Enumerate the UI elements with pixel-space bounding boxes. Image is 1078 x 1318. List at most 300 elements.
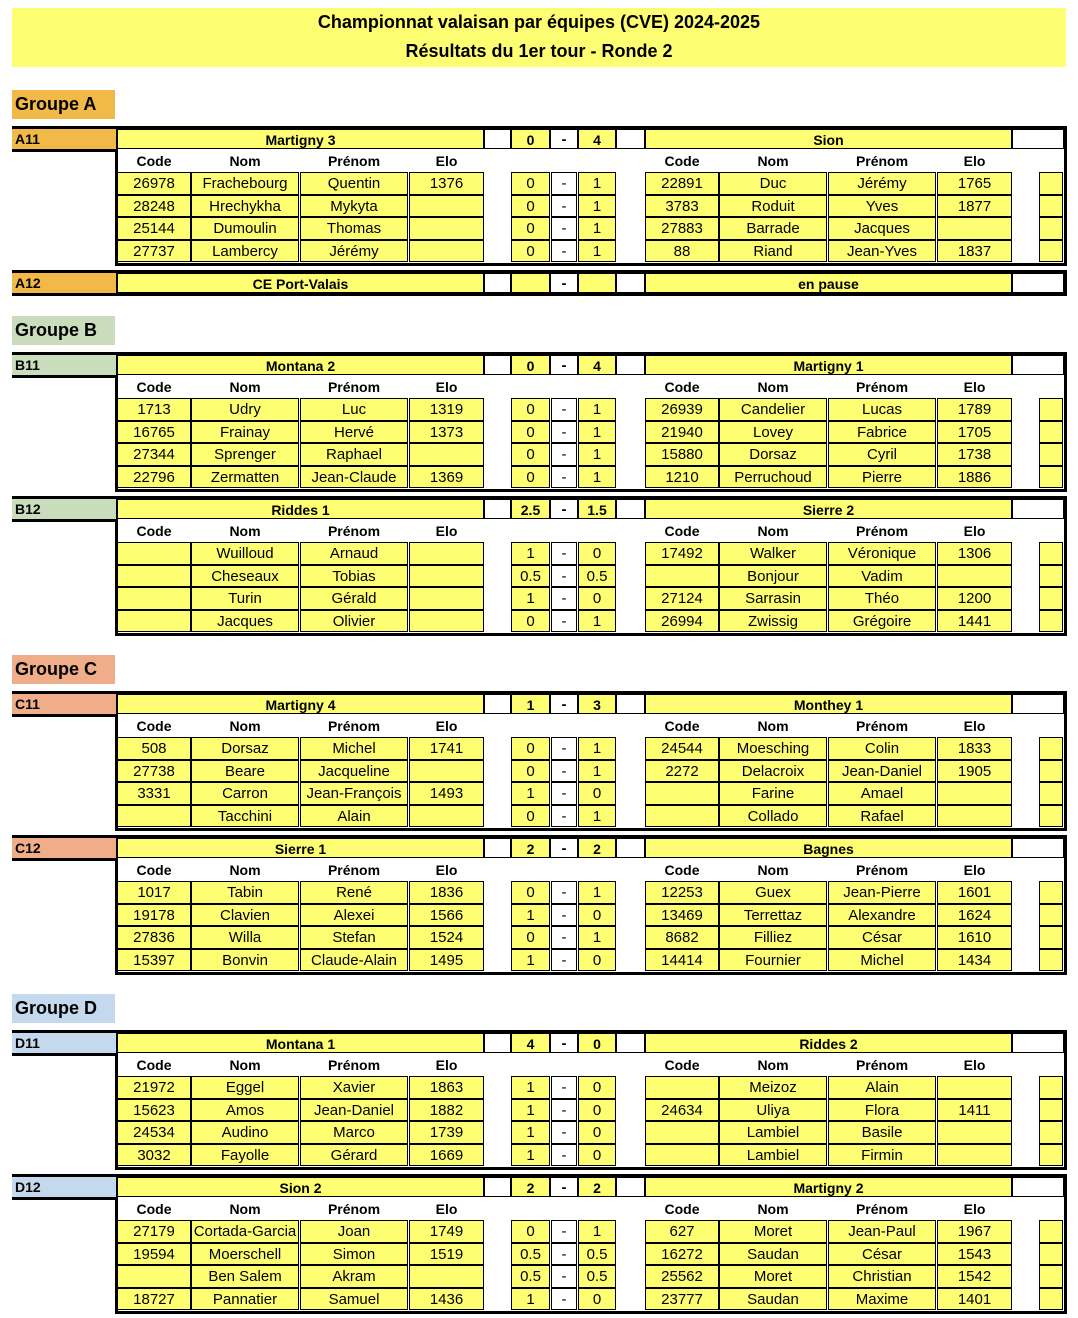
column-header-nom: Nom — [229, 1201, 261, 1217]
away-player-code — [645, 565, 719, 588]
column-header-elo: Elo — [963, 379, 986, 395]
away-player-code — [645, 782, 719, 805]
board-check-cell — [1039, 1288, 1063, 1311]
away-team: Martigny 2 — [645, 1177, 1012, 1197]
home-player-elo — [409, 760, 484, 783]
column-header-prenom: Prénom — [855, 1201, 909, 1217]
spacer — [616, 1177, 645, 1197]
away-player-code: 27124 — [645, 587, 719, 610]
spacer — [616, 694, 645, 714]
column-header-code: Code — [664, 1057, 700, 1073]
away-result: 0 — [578, 1121, 616, 1144]
away-player-code: 2272 — [645, 760, 719, 783]
board-check-cell — [1039, 805, 1063, 828]
home-score: 0 — [511, 355, 550, 375]
away-result: 0 — [578, 949, 616, 972]
home-team: Martigny 3 — [117, 129, 484, 149]
column-header-prenom: Prénom — [327, 379, 381, 395]
home-player-name: Amos — [191, 1099, 299, 1122]
column-header-code: Code — [664, 718, 700, 734]
spacer — [616, 838, 645, 858]
home-player-name: Carron — [191, 782, 299, 805]
away-player-code: 24634 — [645, 1099, 719, 1122]
away-player-name: Farine — [719, 782, 827, 805]
home-result: 0 — [511, 466, 550, 489]
home-player-name: Eggel — [191, 1076, 299, 1099]
away-player-code — [645, 1121, 719, 1144]
result-dash: - — [551, 443, 577, 466]
away-team: Bagnes — [645, 838, 1012, 858]
spacer — [1012, 694, 1064, 714]
away-player-firstname: Flora — [828, 1099, 936, 1122]
home-player-firstname: Jean-François — [300, 782, 408, 805]
result-dash: - — [551, 610, 577, 633]
home-player-name: Audino — [191, 1121, 299, 1144]
home-player-elo: 1319 — [409, 398, 484, 421]
home-player-name: Turin — [191, 587, 299, 610]
score-dash: - — [550, 694, 578, 714]
away-player-elo — [937, 805, 1012, 828]
home-player-elo: 1436 — [409, 1288, 484, 1311]
away-player-firstname: Jacques — [828, 217, 936, 240]
column-header-elo: Elo — [435, 153, 458, 169]
away-player-code: 25562 — [645, 1265, 719, 1288]
column-header-code: Code — [136, 379, 172, 395]
result-dash: - — [551, 1076, 577, 1099]
column-header-nom: Nom — [757, 718, 789, 734]
home-player-firstname: Samuel — [300, 1288, 408, 1311]
home-team: Montana 2 — [117, 355, 484, 375]
home-player-firstname: Thomas — [300, 217, 408, 240]
home-player-code — [117, 1265, 191, 1288]
home-player-elo — [409, 610, 484, 633]
home-player-code: 24534 — [117, 1121, 191, 1144]
away-player-name: Zwissig — [719, 610, 827, 633]
result-dash: - — [551, 782, 577, 805]
board-check-cell — [1039, 737, 1063, 760]
home-player-elo — [409, 443, 484, 466]
away-player-elo: 1411 — [937, 1099, 1012, 1122]
away-team: Sion — [645, 129, 1012, 149]
result-dash: - — [551, 805, 577, 828]
home-player-elo: 1493 — [409, 782, 484, 805]
home-player-name: Sprenger — [191, 443, 299, 466]
spacer — [484, 1177, 511, 1197]
column-header-prenom: Prénom — [327, 1201, 381, 1217]
away-player-elo: 1837 — [937, 240, 1012, 263]
home-team: CE Port-Valais — [117, 273, 484, 293]
away-player-code: 17492 — [645, 542, 719, 565]
column-header-prenom: Prénom — [327, 1057, 381, 1073]
home-player-elo: 1749 — [409, 1220, 484, 1243]
away-team: Riddes 2 — [645, 1033, 1012, 1053]
away-result: 0 — [578, 782, 616, 805]
home-result: 0 — [511, 421, 550, 444]
group-label: Groupe D — [12, 994, 115, 1023]
away-player-firstname: Vadim — [828, 565, 936, 588]
away-result: 0.5 — [578, 565, 616, 588]
home-player-code — [117, 587, 191, 610]
home-player-code: 26978 — [117, 172, 191, 195]
result-dash: - — [551, 195, 577, 218]
away-player-firstname: Jean-Paul — [828, 1220, 936, 1243]
spacer — [616, 355, 645, 375]
home-player-name: Zermatten — [191, 466, 299, 489]
board-check-cell — [1039, 1099, 1063, 1122]
home-player-firstname: Joan — [300, 1220, 408, 1243]
home-result: 0 — [511, 737, 550, 760]
home-player-firstname: Alain — [300, 805, 408, 828]
board-check-cell — [1039, 1265, 1063, 1288]
spacer — [1012, 499, 1064, 519]
column-header-elo: Elo — [963, 862, 986, 878]
match-code: D12 — [12, 1177, 116, 1197]
column-header-elo: Elo — [435, 379, 458, 395]
home-result: 0 — [511, 398, 550, 421]
away-player-code: 23777 — [645, 1288, 719, 1311]
home-player-code: 22796 — [117, 466, 191, 489]
away-player-firstname: César — [828, 1243, 936, 1266]
away-player-name: Walker — [719, 542, 827, 565]
home-player-elo: 1739 — [409, 1121, 484, 1144]
column-header-code: Code — [664, 523, 700, 539]
away-team: en pause — [645, 273, 1012, 293]
away-result: 1 — [578, 240, 616, 263]
column-header-nom: Nom — [229, 153, 261, 169]
away-player-name: Roduit — [719, 195, 827, 218]
home-player-name: Hrechykha — [191, 195, 299, 218]
column-header-prenom: Prénom — [327, 862, 381, 878]
away-player-name: Moret — [719, 1265, 827, 1288]
board-check-cell — [1039, 587, 1063, 610]
home-player-name: Clavien — [191, 904, 299, 927]
away-player-elo — [937, 1121, 1012, 1144]
away-player-firstname: Christian — [828, 1265, 936, 1288]
away-player-firstname: Amael — [828, 782, 936, 805]
home-player-code: 25144 — [117, 217, 191, 240]
result-dash: - — [551, 421, 577, 444]
away-player-code: 16272 — [645, 1243, 719, 1266]
home-player-elo: 1741 — [409, 737, 484, 760]
board-check-cell — [1039, 760, 1063, 783]
column-header-prenom: Prénom — [855, 153, 909, 169]
spacer — [1012, 1033, 1064, 1053]
home-player-code — [117, 565, 191, 588]
result-dash: - — [551, 587, 577, 610]
home-player-name: Bonvin — [191, 949, 299, 972]
score-dash: - — [550, 129, 578, 149]
column-header-nom: Nom — [757, 862, 789, 878]
home-player-firstname: Michel — [300, 737, 408, 760]
home-player-firstname: Akram — [300, 1265, 408, 1288]
away-player-firstname: Cyril — [828, 443, 936, 466]
home-player-code: 19178 — [117, 904, 191, 927]
home-score: 2 — [511, 1177, 550, 1197]
home-team: Martigny 4 — [117, 694, 484, 714]
home-player-elo — [409, 240, 484, 263]
result-dash: - — [551, 904, 577, 927]
board-check-cell — [1039, 949, 1063, 972]
home-player-firstname: Simon — [300, 1243, 408, 1266]
match-code: B11 — [12, 355, 116, 375]
home-player-name: Moerschell — [191, 1243, 299, 1266]
result-dash: - — [551, 1243, 577, 1266]
result-dash: - — [551, 737, 577, 760]
column-header-code: Code — [136, 718, 172, 734]
home-player-elo: 1524 — [409, 926, 484, 949]
spacer — [1012, 355, 1064, 375]
away-player-code: 26939 — [645, 398, 719, 421]
away-player-elo: 1967 — [937, 1220, 1012, 1243]
away-player-name: Lovey — [719, 421, 827, 444]
away-result: 1 — [578, 466, 616, 489]
match-code: A12 — [12, 273, 116, 293]
home-player-elo — [409, 542, 484, 565]
home-player-elo — [409, 217, 484, 240]
home-player-name: Beare — [191, 760, 299, 783]
home-result: 1 — [511, 904, 550, 927]
spacer — [1012, 1177, 1064, 1197]
home-result: 0 — [511, 760, 550, 783]
column-header-elo: Elo — [963, 1201, 986, 1217]
home-player-firstname: Olivier — [300, 610, 408, 633]
away-player-elo: 1624 — [937, 904, 1012, 927]
home-result: 1 — [511, 1288, 550, 1311]
home-player-elo: 1863 — [409, 1076, 484, 1099]
home-team: Montana 1 — [117, 1033, 484, 1053]
result-dash: - — [551, 1144, 577, 1167]
away-player-code: 24544 — [645, 737, 719, 760]
away-score: 3 — [578, 694, 616, 714]
away-player-code: 88 — [645, 240, 719, 263]
away-player-elo: 1434 — [937, 949, 1012, 972]
result-dash: - — [551, 1121, 577, 1144]
column-header-code: Code — [664, 153, 700, 169]
spacer — [616, 499, 645, 519]
home-player-name: Dumoulin — [191, 217, 299, 240]
home-player-name: Frainay — [191, 421, 299, 444]
away-result: 1 — [578, 881, 616, 904]
away-player-elo: 1610 — [937, 926, 1012, 949]
column-header-elo: Elo — [963, 1057, 986, 1073]
away-result: 0 — [578, 587, 616, 610]
home-result: 1 — [511, 542, 550, 565]
title-line-1: Championnat valaisan par équipes (CVE) 2024-2025 — [317, 12, 761, 32]
away-player-elo: 1833 — [937, 737, 1012, 760]
home-team: Riddes 1 — [117, 499, 484, 519]
board-check-cell — [1039, 217, 1063, 240]
column-header-elo: Elo — [963, 523, 986, 539]
away-result: 0 — [578, 1144, 616, 1167]
home-player-elo — [409, 195, 484, 218]
home-player-name: Dorsaz — [191, 737, 299, 760]
column-header-elo: Elo — [435, 523, 458, 539]
spacer — [484, 694, 511, 714]
home-player-firstname: Gérard — [300, 1144, 408, 1167]
home-player-code: 3032 — [117, 1144, 191, 1167]
home-result: 1 — [511, 782, 550, 805]
home-player-elo: 1519 — [409, 1243, 484, 1266]
match-code: B12 — [12, 499, 116, 519]
score-dash: - — [550, 355, 578, 375]
spacer — [1012, 273, 1064, 293]
home-result: 0 — [511, 805, 550, 828]
board-check-cell — [1039, 782, 1063, 805]
away-player-code: 14414 — [645, 949, 719, 972]
home-player-code: 1017 — [117, 881, 191, 904]
away-player-name: Uliya — [719, 1099, 827, 1122]
away-player-name: Meizoz — [719, 1076, 827, 1099]
column-header-prenom: Prénom — [855, 523, 909, 539]
spacer — [484, 129, 511, 149]
home-player-elo: 1882 — [409, 1099, 484, 1122]
away-player-elo: 1441 — [937, 610, 1012, 633]
column-header-code: Code — [664, 862, 700, 878]
column-header-nom: Nom — [757, 153, 789, 169]
match-code: A11 — [12, 129, 116, 149]
home-result: 1 — [511, 949, 550, 972]
home-player-name: Tacchini — [191, 805, 299, 828]
away-team: Sierre 2 — [645, 499, 1012, 519]
away-player-code: 8682 — [645, 926, 719, 949]
board-check-cell — [1039, 904, 1063, 927]
away-player-name: Bonjour — [719, 565, 827, 588]
home-player-firstname: Jean-Claude — [300, 466, 408, 489]
away-player-firstname: Véronique — [828, 542, 936, 565]
score-dash: - — [550, 1033, 578, 1053]
away-player-firstname: Rafael — [828, 805, 936, 828]
away-player-elo: 1905 — [937, 760, 1012, 783]
away-player-code: 627 — [645, 1220, 719, 1243]
away-player-name: Candelier — [719, 398, 827, 421]
group-label: Groupe A — [12, 90, 115, 119]
result-dash: - — [551, 217, 577, 240]
away-player-firstname: Pierre — [828, 466, 936, 489]
away-player-firstname: Grégoire — [828, 610, 936, 633]
home-score: 2 — [511, 838, 550, 858]
spacer — [484, 499, 511, 519]
home-player-code: 28248 — [117, 195, 191, 218]
home-player-elo: 1836 — [409, 881, 484, 904]
spacer — [484, 838, 511, 858]
result-dash: - — [551, 881, 577, 904]
away-player-firstname: Jérémy — [828, 172, 936, 195]
home-player-code: 27836 — [117, 926, 191, 949]
home-result: 0 — [511, 926, 550, 949]
home-player-elo: 1669 — [409, 1144, 484, 1167]
home-player-firstname: Tobias — [300, 565, 408, 588]
away-player-elo: 1705 — [937, 421, 1012, 444]
score-dash: - — [550, 273, 578, 293]
away-result: 1 — [578, 737, 616, 760]
away-result: 1 — [578, 172, 616, 195]
away-player-elo: 1738 — [937, 443, 1012, 466]
home-player-elo: 1566 — [409, 904, 484, 927]
result-dash: - — [551, 466, 577, 489]
board-check-cell — [1039, 195, 1063, 218]
home-player-code: 19594 — [117, 1243, 191, 1266]
away-player-code: 3783 — [645, 195, 719, 218]
board-check-cell — [1039, 466, 1063, 489]
home-player-elo — [409, 1265, 484, 1288]
away-result: 1 — [578, 760, 616, 783]
board-check-cell — [1039, 1220, 1063, 1243]
away-player-code — [645, 1144, 719, 1167]
away-player-name: Perruchoud — [719, 466, 827, 489]
column-header-nom: Nom — [757, 1057, 789, 1073]
home-player-code: 15623 — [117, 1099, 191, 1122]
column-header-code: Code — [136, 862, 172, 878]
home-player-firstname: Alexei — [300, 904, 408, 927]
home-player-name: Tabin — [191, 881, 299, 904]
away-player-firstname: Firmin — [828, 1144, 936, 1167]
away-player-firstname: Colin — [828, 737, 936, 760]
spacer — [484, 1033, 511, 1053]
board-check-cell — [1039, 565, 1063, 588]
away-player-name: Moesching — [719, 737, 827, 760]
column-header-elo: Elo — [963, 153, 986, 169]
home-player-name: Willa — [191, 926, 299, 949]
home-result: 0.5 — [511, 1243, 550, 1266]
away-player-firstname: Lucas — [828, 398, 936, 421]
home-player-code — [117, 542, 191, 565]
away-player-name: Dorsaz — [719, 443, 827, 466]
result-dash: - — [551, 949, 577, 972]
board-check-cell — [1039, 542, 1063, 565]
column-header-elo: Elo — [963, 718, 986, 734]
home-result: 0 — [511, 881, 550, 904]
home-player-name: Cortada-Garcia — [191, 1220, 299, 1243]
away-player-code: 1210 — [645, 466, 719, 489]
home-player-firstname: Claude-Alain — [300, 949, 408, 972]
home-player-name: Fayolle — [191, 1144, 299, 1167]
away-player-name: Saudan — [719, 1243, 827, 1266]
away-player-elo — [937, 782, 1012, 805]
board-check-cell — [1039, 881, 1063, 904]
home-player-code — [117, 805, 191, 828]
home-player-name: Wuilloud — [191, 542, 299, 565]
home-result: 0 — [511, 172, 550, 195]
away-score — [578, 273, 616, 293]
away-player-firstname: Théo — [828, 587, 936, 610]
home-team: Sierre 1 — [117, 838, 484, 858]
away-result: 1 — [578, 217, 616, 240]
column-header-prenom: Prénom — [855, 379, 909, 395]
away-team: Martigny 1 — [645, 355, 1012, 375]
home-player-elo: 1376 — [409, 172, 484, 195]
result-dash: - — [551, 240, 577, 263]
home-player-firstname: Stefan — [300, 926, 408, 949]
column-header-nom: Nom — [757, 379, 789, 395]
away-player-code: 26994 — [645, 610, 719, 633]
home-player-code — [117, 610, 191, 633]
home-player-elo — [409, 587, 484, 610]
home-player-firstname: Jean-Daniel — [300, 1099, 408, 1122]
home-score: 1 — [511, 694, 550, 714]
home-player-firstname: Arnaud — [300, 542, 408, 565]
away-player-name: Barrade — [719, 217, 827, 240]
away-result: 1 — [578, 610, 616, 633]
column-header-elo: Elo — [435, 718, 458, 734]
match-code: D11 — [12, 1033, 116, 1053]
column-header-nom: Nom — [757, 1201, 789, 1217]
away-player-firstname: Maxime — [828, 1288, 936, 1311]
column-header-code: Code — [136, 1057, 172, 1073]
home-result: 1 — [511, 1121, 550, 1144]
home-player-code: 1713 — [117, 398, 191, 421]
column-header-code: Code — [664, 1201, 700, 1217]
away-player-name: Moret — [719, 1220, 827, 1243]
